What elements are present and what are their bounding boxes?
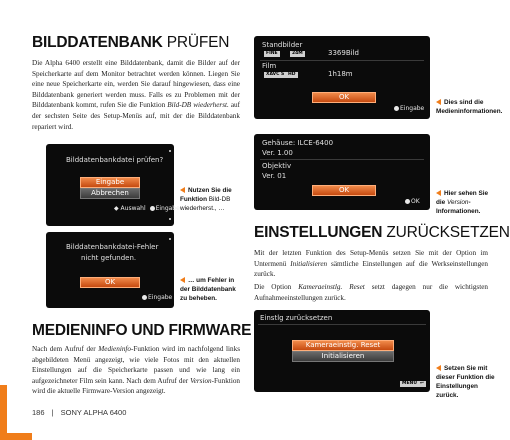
movie-duration: 1h18m: [328, 70, 353, 78]
divider: [258, 324, 426, 325]
enter-label: Eingabe: [95, 178, 125, 186]
heading-light: PRÜFEN: [166, 34, 230, 51]
ok-button[interactable]: [312, 185, 376, 196]
paragraph-bilddatenbank: [32, 58, 240, 132]
arrow-left-icon: [180, 277, 185, 283]
caption-3: [436, 98, 503, 116]
center-button-icon: [405, 199, 410, 204]
label-movie: Film: [262, 62, 277, 70]
para-emphasis: Bild-DB wiederherst.: [167, 101, 229, 110]
heading-bold: EINSTELLUNGEN: [254, 224, 383, 241]
caption-1: [180, 186, 238, 213]
caption-4-rest: Version: [447, 199, 469, 206]
screen-check-database: [46, 144, 180, 226]
arrow-left-icon: [436, 365, 441, 371]
menu-chip: MENU: [402, 381, 417, 386]
movie-hd-chip: HD: [288, 72, 296, 77]
hint-select-label: Auswahl: [120, 205, 146, 212]
center-button-icon: [150, 206, 155, 211]
footer-corner-marker-bottom: [0, 433, 32, 440]
para-emphasis: Medieninfo: [98, 345, 131, 353]
center-button-icon: [394, 106, 399, 111]
heading-light: ZURÜCKSETZEN: [386, 224, 510, 241]
body-version: Ver. 1.00: [262, 149, 293, 157]
footer: [32, 408, 126, 417]
hint-enter-label: Eingabe: [155, 205, 180, 212]
hint-ok-label: OK: [411, 198, 420, 205]
back-icon: ↩: [420, 381, 424, 386]
para-emphasis: Version: [190, 376, 212, 385]
error-line-1: Bilddatenbankdatei-Fehler: [66, 243, 159, 251]
screen-database-error: [46, 232, 174, 308]
menu-title: Einstlg zurücksetzen: [260, 314, 333, 322]
scroll-indicator-top: [169, 238, 171, 240]
screen-media-info: [254, 36, 430, 119]
lens-version: Ver. 01: [262, 172, 287, 180]
hint-bar: [142, 294, 172, 301]
para-text-end: auf der sechsten Seite des Setup-Menüs auf, mit der die Bilddatenbank repariert wird.: [32, 101, 241, 131]
heading-bold: MEDIENINFO UND FIRMWARE: [32, 322, 252, 339]
lens-label: Objektiv: [262, 162, 292, 170]
ok-button[interactable]: [312, 92, 376, 103]
cancel-label: Abbrechen: [91, 189, 129, 197]
paragraph-medieninfo: [32, 344, 240, 397]
ok-label: OK: [338, 186, 350, 194]
image-size-chip: 24M: [292, 51, 303, 56]
para-emphasis: Initialisieren: [290, 259, 328, 268]
dialog-title: Bilddatenbankdatei prüfen?: [66, 156, 164, 164]
hint-bar: [405, 198, 420, 205]
para-text: setzt dagegen nur die wichtigsten Aufnahmeeinstellungen zurück.: [254, 283, 489, 302]
footer-separator: |: [51, 408, 54, 417]
label-still-images: Standbilder: [262, 41, 303, 49]
para-emphasis: Kameraeinstlg. Reset: [298, 283, 365, 291]
option-2-label: Initialisieren: [321, 352, 365, 360]
caption-1-bold: Nutzen Sie die Funktion: [180, 187, 232, 203]
caption-2-bold: … um Fehler in der Bilddatenbank zu beheben.: [180, 277, 236, 302]
caption-1-rest: Bild-DB wiederherst., …: [180, 196, 231, 212]
arrow-left-icon: [436, 99, 441, 105]
screen-reset-settings: [254, 310, 430, 392]
error-line-2: nicht gefunden.: [81, 254, 137, 262]
footer-corner-marker: [0, 385, 7, 440]
enter-button[interactable]: [80, 177, 140, 188]
heading-bilddatenbank: [32, 34, 229, 52]
scroll-indicator-bottom: [169, 218, 171, 220]
page-number: 186: [32, 408, 45, 417]
ok-button[interactable]: [80, 277, 140, 288]
para-text: Die Alpha 6400 erstellt eine Bilddatenbank, damit die Bilder auf der Speicherkarte auf dem Monitor betrachtet werden können. Liegen Sie eine neue Speicherkarte ein, werden Sie darauf hingewiesen, dass eine Bilddatenbank generiert werden muss. Falls es zu Problemen mit der Bilddatenbank kommt, rufen Sie die Funktion: [32, 59, 240, 110]
caption-5-bold: Setzen Sie mit dieser Funktion die Einstellungen zurück.: [436, 365, 495, 399]
para-text: -Funktion wird die aktuelle Firmware-Version angezeigt.: [32, 376, 241, 396]
hint-bar: [114, 205, 180, 212]
image-count: 3369Bild: [328, 49, 359, 57]
caption-5: [436, 364, 498, 400]
body-model: Gehäuse: ILCE-6400: [262, 139, 334, 147]
option-1-label: Kameraeinstlg. Reset: [305, 341, 381, 349]
center-button-icon: [142, 295, 147, 300]
paragraph-einstellungen-b: [254, 282, 488, 303]
arrow-left-icon: [436, 190, 441, 196]
book-title: SONY ALPHA 6400: [60, 408, 127, 417]
caption-4: [436, 189, 498, 216]
movie-format-chip: XAVC S: [266, 72, 285, 77]
ok-label: OK: [338, 93, 350, 101]
ok-label: OK: [104, 278, 116, 286]
divider: [260, 60, 424, 61]
arrow-left-icon: [180, 187, 185, 193]
screen-version: [254, 134, 430, 210]
paragraph-einstellungen-a: [254, 248, 488, 280]
para-text: sämtliche Einstellungen auf die Werkseinstellungen zurück.: [254, 259, 489, 279]
para-text: -Funktion wird im nachfolgend links abgebildeten Menü angezeigt, wie viele Fotos mit den aktuellen Einstellungen auf die Speicherkarte passen und wie lang ein aufgezeichneter Film sein kann. Nach dem Aufruf der: [32, 345, 240, 385]
caption-4-bold: Hier sehen Sie die: [436, 190, 489, 206]
scroll-indicator-top: [169, 150, 171, 152]
caption-4-end: -Informationen.: [436, 199, 481, 215]
para-text: Nach dem Aufruf der: [32, 345, 96, 353]
para-text: Die Option: [254, 283, 292, 291]
heading-einstellungen: [254, 224, 510, 242]
caption-2: [180, 276, 238, 303]
divider: [260, 159, 424, 160]
dpad-icon: ◆: [114, 205, 119, 212]
para-text: Mit der letzten Funktion des Setup-Menüs setzen Sie mit der Option im Untermenü: [254, 249, 488, 268]
initialize-button[interactable]: [292, 351, 394, 362]
cancel-button[interactable]: [80, 188, 140, 199]
camera-settings-reset-button[interactable]: [292, 340, 394, 351]
hint-enter-label: Eingabe: [148, 294, 173, 301]
caption-3-bold: Dies sind die Medieninformationen.: [436, 99, 503, 115]
hint-enter-label: Eingabe: [400, 105, 425, 112]
heading-bold: BILDDATENBANK: [32, 34, 163, 51]
heading-medieninfo: [32, 322, 251, 340]
hint-bar: [394, 105, 424, 112]
quality-fine-chip: FINE: [266, 51, 278, 56]
